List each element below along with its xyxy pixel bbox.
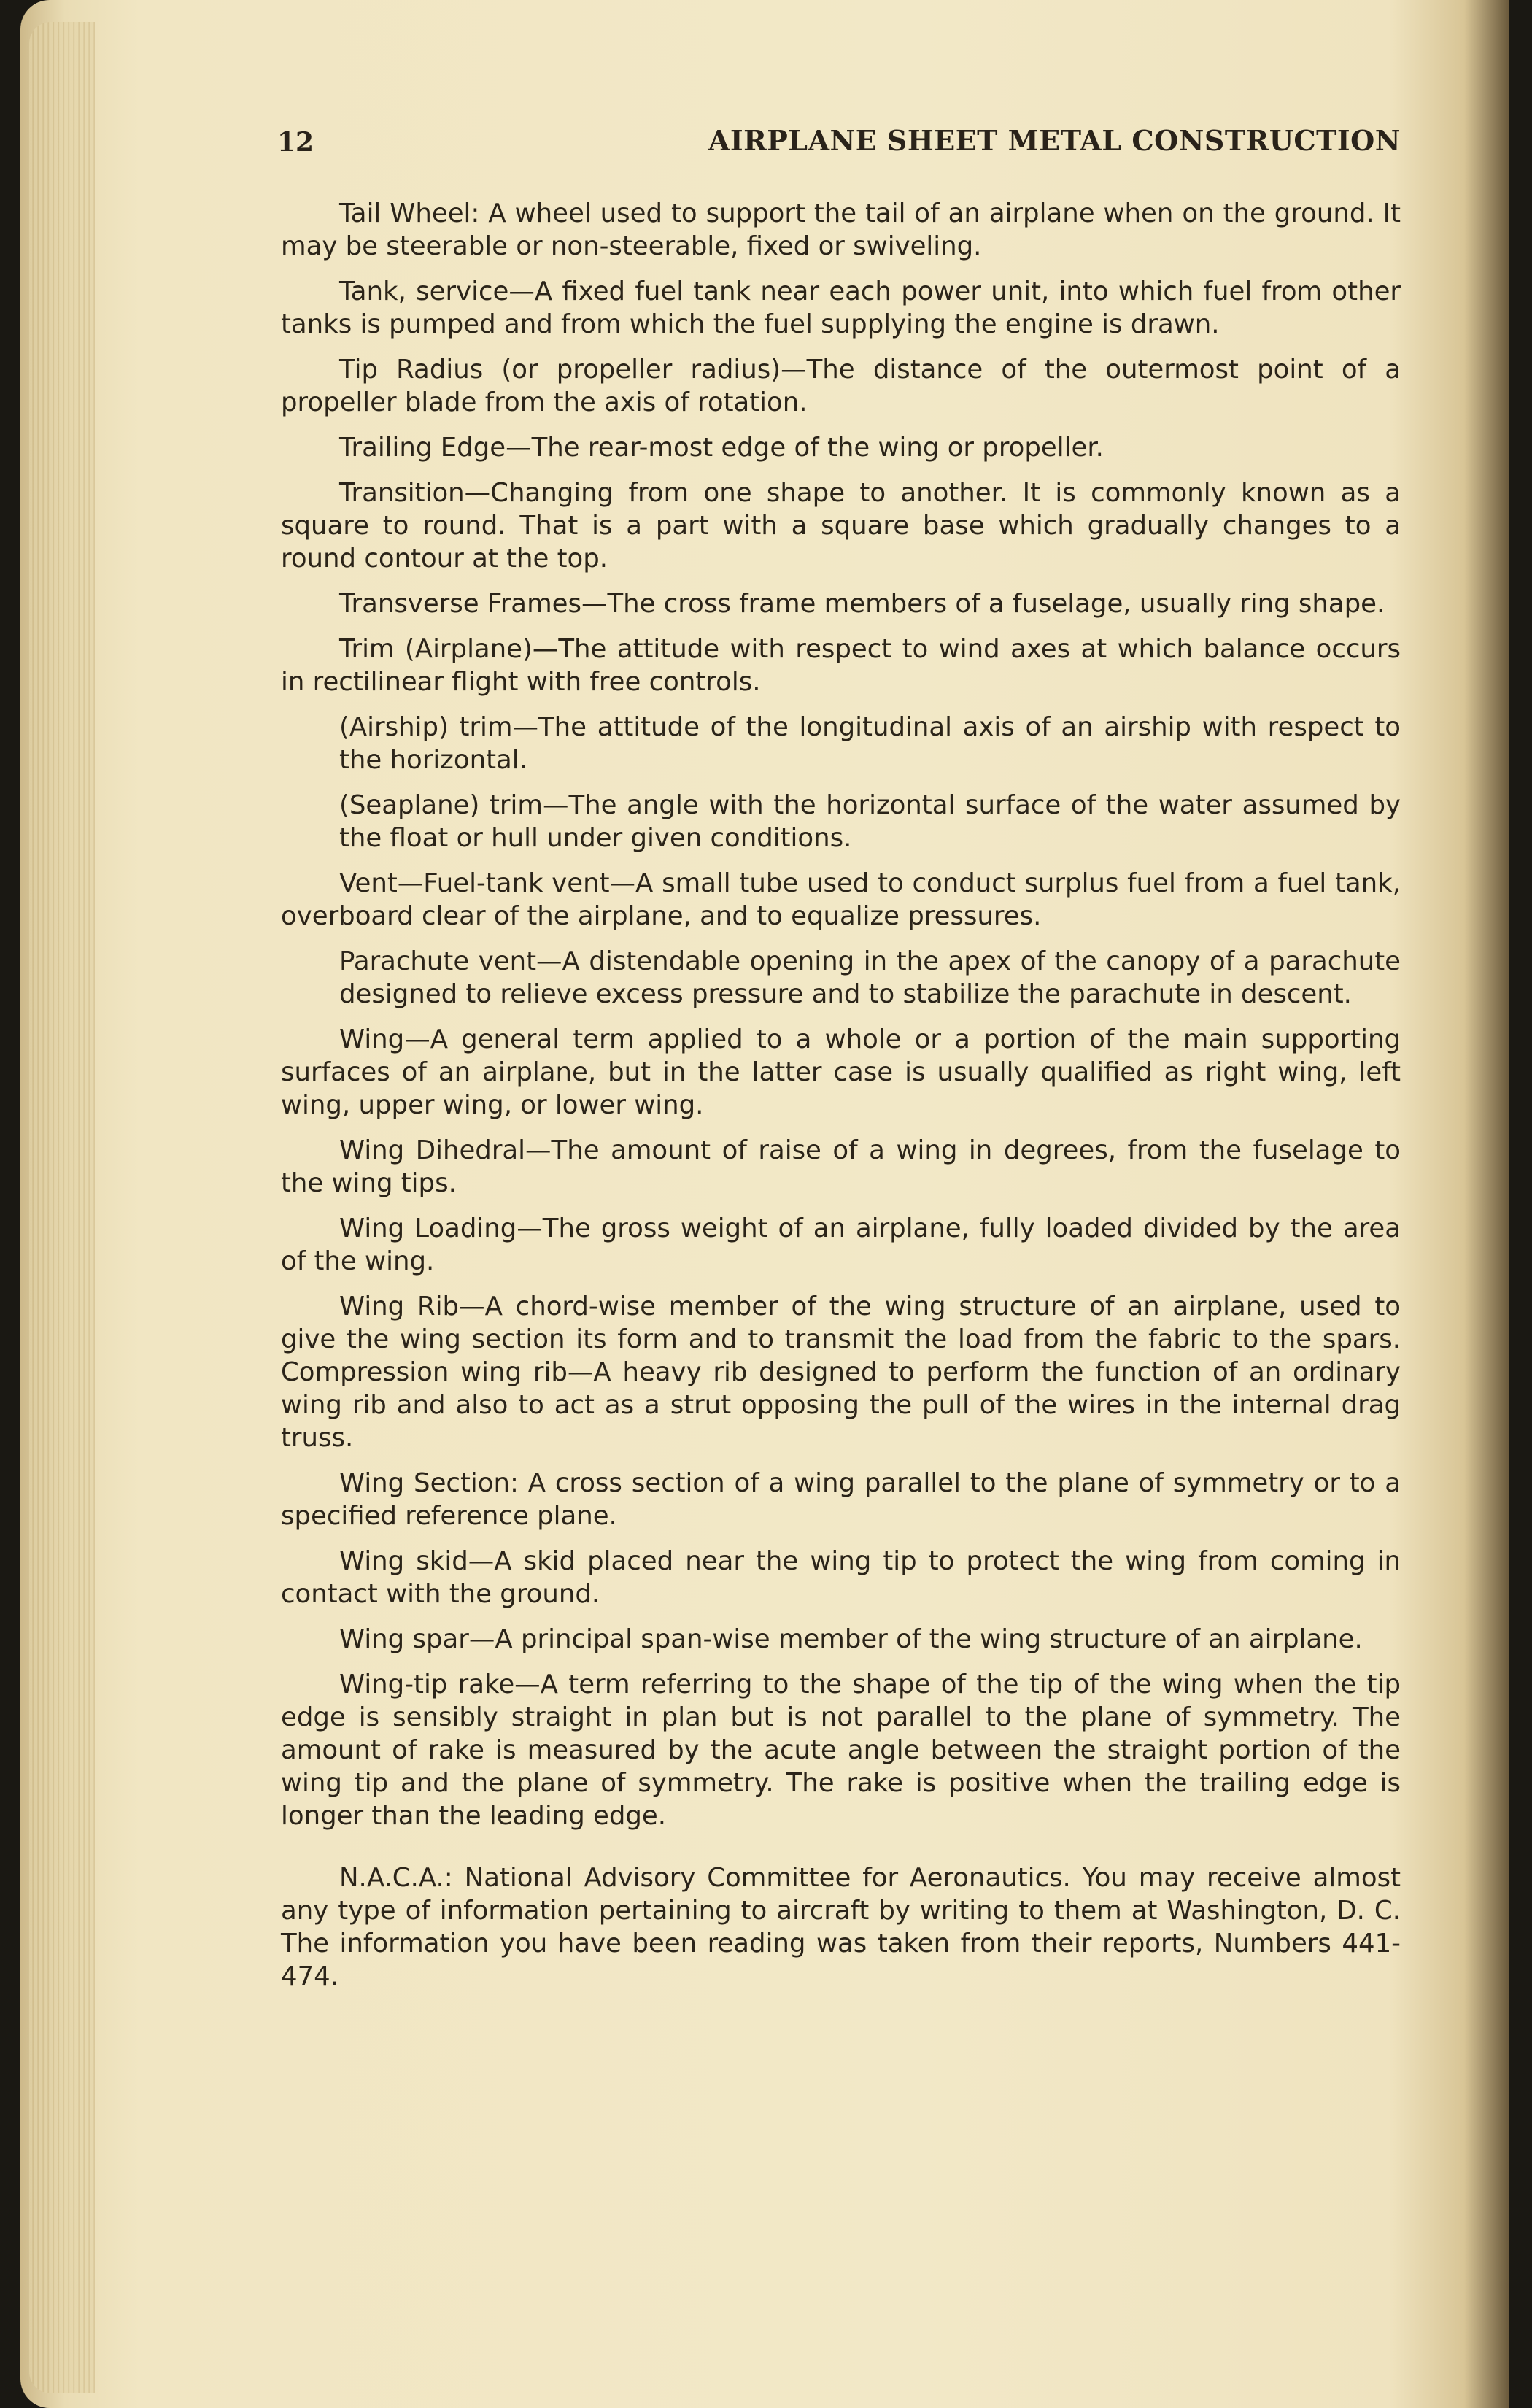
entry-wing-section: Wing Section: A cross section of a wing parallel to the plane of symmetry or to a specified reference plane. — [281, 1468, 1401, 1531]
running-head: AIRPLANE SHEET METAL CONSTRUCTION — [708, 124, 1401, 157]
entry-transition: Transition—Changing from one shape to another. It is commonly known as a square to round. That is a part with a square base which gradually changes to a round contour at the top. — [281, 478, 1401, 574]
entry-wing-loading: Wing Loading—The gross weight of an airplane, fully loaded divided by the area of the wing. — [281, 1213, 1401, 1276]
entry-airship-trim: (Airship) trim—The attitude of the longitudinal axis of an airship with respect to the horizontal. — [339, 712, 1401, 775]
entry-parachute-vent: Parachute vent—A distendable opening in the apex of the canopy of a parachute designed to relieve excess pressure and to stabilize the parachute in descent. — [339, 946, 1401, 1009]
entry-wing-tip-rake: Wing-tip rake—A term referring to the shape of the tip of the wing when the tip edge is sensibly straight in plan but is not parallel to the plane of symmetry. The amount of rake is measured by the acute angle between the straight portion of the wing tip and the plane of symmetry. The rake is positive when the trailing edge is longer than the leading edge. — [281, 1670, 1401, 1831]
page-header — [277, 123, 1401, 166]
glossary-content — [281, 197, 1401, 2005]
entry-seaplane-trim: (Seaplane) trim—The angle with the horizontal surface of the water assumed by the float or hull under given conditions. — [339, 790, 1401, 853]
entry-transverse-frames: Transverse Frames—The cross frame members of a fuselage, usually ring shape. — [339, 589, 1385, 619]
page-edges-stack — [29, 22, 95, 2393]
entry-trim-airplane: Trim (Airplane)—The attitude with respect to wind axes at which balance occurs in rectilinear flight with free controls. — [281, 634, 1401, 697]
entry-vent: Vent—Fuel-tank vent—A small tube used to conduct surplus fuel from a fuel tank, overboard clear of the airplane, and to equalize pressures. — [281, 868, 1401, 931]
entry-wing-skid: Wing skid—A skid placed near the wing tip to protect the wing from coming in contact with the ground. — [281, 1546, 1401, 1609]
entry-wing-spar: Wing spar—A principal span-wise member of the wing structure of an airplane. — [339, 1624, 1363, 1654]
entry-tank-service: Tank, service—A fixed fuel tank near each power unit, into which fuel from other tanks is pumped and from which the fuel supplying the engine is drawn. — [281, 277, 1401, 339]
entry-trailing-edge: Trailing Edge—The rear-most edge of the wing or propeller. — [339, 433, 1104, 463]
page-number: 12 — [277, 127, 314, 158]
entry-wing-rib: Wing Rib—A chord-wise member of the wing structure of an airplane, used to give the wing section its form and to transmit the load from the fabric to the spars. Compression wing rib—A heavy rib designed to perform the function of an ordinary wing rib and also to act as a strut opposing the pull of the wires in the internal drag truss. — [281, 1292, 1401, 1453]
entry-naca-note: N.A.C.A.: National Advisory Committee for Aeronautics. You may receive almost any type of information pertaining to aircraft by writing to them at Washington, D. C. The information you have been reading was taken from their reports, Numbers 441-474. — [281, 1863, 1401, 1991]
entry-tip-radius: Tip Radius (or propeller radius)—The distance of the outermost point of a propeller blade from the axis of rotation. — [281, 355, 1401, 417]
entry-wing: Wing—A general term applied to a whole or a portion of the main supporting surfaces of an airplane, but in the latter case is usually qualified as right wing, left wing, upper wing, or lower wing. — [281, 1024, 1401, 1120]
entry-wing-dihedral: Wing Dihedral—The amount of raise of a wing in degrees, from the fuselage to the wing tips. — [281, 1135, 1401, 1198]
entry-tail-wheel: Tail Wheel: A wheel used to support the tail of an airplane when on the ground. It may be steerable or non-steerable, fixed or swiveling. — [281, 198, 1401, 261]
